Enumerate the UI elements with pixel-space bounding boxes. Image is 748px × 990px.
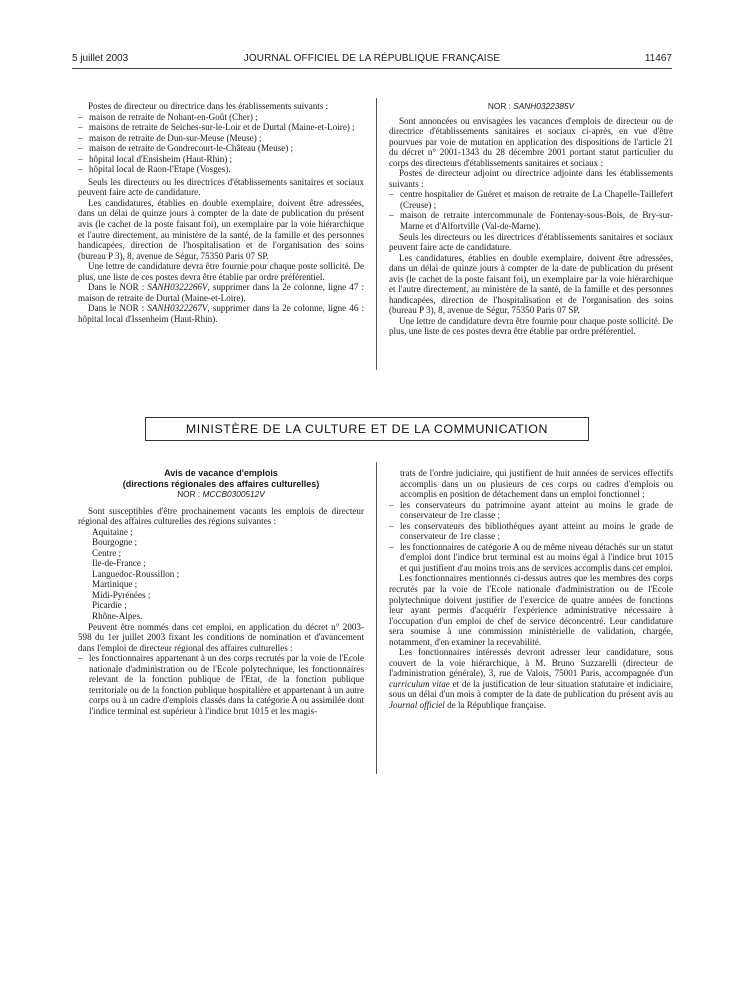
region-item: Picardie ;: [92, 600, 127, 611]
region-list: [78, 527, 364, 622]
correction-paragraph: [78, 303, 364, 324]
paragraph: Sont annoncées ou envisagées les vacances d'emplois de directeur ou de directrice d'établissements sanitaires et sociaux ci-après, en vue d'être pourvues par voie de mutation en application des dispositions de l'article 21 du décret n° 2001-1343 du 28 décembre 2001 portant statut particulier du corps des directeurs d'établissements sanitaires et sociaux :: [389, 115, 673, 168]
intro-paragraph: Postes de directeur ou directrice dans les établissements suivants :: [88, 101, 329, 111]
list-item: – les conservateurs du patrimoine ayant atteint au moins le grade de conservateur de 1re classe ;: [389, 500, 673, 521]
region-item: Bourgogne ;: [92, 537, 138, 548]
italic-term: Journal officiel: [389, 700, 445, 711]
text-run: Les fonctionnaires intéressés devront adresser leur candidature, sous couvert de la voie hiérarchique, à M. Bruno Suzzarelli (directeur de l'administration générale), 3, rue de Valois, 75001 Paris, accompagnée d'un: [389, 647, 673, 679]
paragraph: Une lettre de candidature devra être fournie pour chaque poste sollicité. De plus, une liste de ces postes devra être établie par ordre préférentiel.: [389, 315, 673, 337]
list-item: – hôpital local d'Ensisheim (Haut-Rhin) ;: [78, 154, 364, 165]
notice-subtitle: (directions régionales des affaires culturelles): [122, 478, 320, 489]
nor-label: NOR :: [487, 101, 514, 111]
nor-code: SANH0322267V: [147, 303, 208, 314]
correction-text: , supprimer dans la 2e colonne, ligne 47 : maison de retraite de Durtal (Maine-et-Loire).: [78, 282, 365, 303]
list-item: – maison de retraite de Dun-sur-Meuse (Meuse) ;: [78, 133, 364, 144]
paragraph: Peuvent être nommés dans cet emploi, en application du décret n° 2003-598 du 1er juillet 2003 fixant les conditions de nomination et d'avancement dans l'emploi de directeur régional des affaires culturelles :: [78, 621, 364, 653]
list-item: – centre hospitalier de Guéret et maison de retraite de La Chapelle-Taillefert (Creuse) ;: [389, 189, 673, 210]
text-run: et de la justification de leur situation statutaire et indiciaire, sous un délai d'un mois à compter de la date de publication du présent avis au: [389, 678, 674, 700]
paragraph: Sont susceptibles d'être prochainement vacants les emplois de directeur régional des affaires culturelles des régions suivantes :: [78, 505, 364, 527]
list-item: – maisons de retraite de Seiches-sur-le-Loir et de Durtal (Maine-et-Loire) ;: [78, 122, 364, 133]
column-top-right: [389, 101, 673, 337]
list-item: – les conservateurs des bibliothèques ayant atteint au moins le grade de conservateur de 1re classe ;: [389, 521, 673, 542]
establishment-list: [78, 112, 364, 175]
nor-reference: [78, 489, 364, 500]
notice-title-line: Avis de vacance d'emplois: [164, 468, 278, 478]
column-top-left: [78, 101, 364, 324]
header-rule: [72, 68, 672, 69]
application-paragraph: [389, 647, 673, 710]
nor-code: SANH0322266V: [147, 282, 208, 293]
nor-reference: [389, 101, 673, 112]
italic-term: curriculum vitae: [389, 678, 450, 689]
nor-prefix: Dans le NOR :: [88, 282, 148, 293]
paragraph: Seuls les directeurs ou les directrices d'établissements sanitaires et sociaux peuvent faire acte de candidature.: [389, 231, 673, 253]
region-item: Martinique ;: [92, 579, 138, 590]
correction-paragraph: [78, 282, 364, 303]
page-number: 11467: [644, 53, 672, 64]
notice-title: [78, 468, 364, 489]
region-item: Aquitaine ;: [92, 526, 133, 537]
list-item: – maison de retraite de Gondrecourt-le-Château (Meuse) ;: [78, 143, 364, 154]
correction-text: , supprimer dans la 2e colonne, ligne 46 : hôpital local d'Issenheim (Haut-Rhin).: [78, 303, 365, 324]
region-item: Rhône-Alpes.: [92, 611, 143, 622]
list-item: – maison de retraite intercommunale de Fontenay-sous-Bois, de Bry-sur-Marne et d'Alfortville (Val-de-Marne).: [389, 210, 673, 231]
nor-code: SANH0322385V: [513, 101, 575, 111]
column-bottom-right: [389, 468, 673, 711]
region-item: Midi-Pyrénées ;: [92, 589, 151, 600]
paragraph: Postes de directeur adjoint ou directrice adjointe dans les établissements suivants :: [389, 168, 673, 189]
establishment-list: [389, 189, 673, 231]
issue-date: 5 juillet 2003: [72, 53, 129, 64]
eligibility-list: [78, 653, 364, 716]
list-item: – les fonctionnaires de catégorie A ou de même niveau détachés sur un statut d'emploi dont l'indice brut terminal est au moins égal à l'indice brut 1015 et qui justifient d'au moins trois ans de services accomplis dans cet emploi.: [389, 542, 673, 574]
nor-label: NOR :: [177, 489, 203, 499]
column-divider: [376, 462, 377, 774]
paragraph: Seuls les directeurs ou les directrices d'établissements sanitaires et sociaux peuvent faire acte de candidature.: [78, 176, 364, 198]
column-bottom-left: [78, 468, 364, 716]
text-run: de la République française.: [444, 700, 547, 711]
paragraph: Une lettre de candidature devra être fournie pour chaque poste sollicité. De plus, une liste de ces postes devra être établie par ordre préférentiel.: [78, 261, 364, 282]
running-header: [72, 53, 672, 67]
nor-prefix: Dans le NOR :: [88, 303, 148, 314]
region-item: Languedoc-Roussillon ;: [92, 568, 180, 579]
paragraph: Les candidatures, établies en double exemplaire, doivent être adressées, dans un délai de quinze jours à compter de la date de publication du présent avis (le cachet de la poste faisant foi), un exemplaire par la voie hiérarchique et l'autre directement, au ministère de la santé, de la famille et des personnes handicapées, direction de l'hospitalisation et de l'organisation des soins (bureau P 3), 8, avenue de Ségur, 75350 Paris 07 SP.: [389, 252, 673, 316]
journal-title: JOURNAL OFFICIEL DE LA RÉPUBLIQUE FRANÇAISE: [243, 53, 501, 64]
eligibility-list: [389, 500, 673, 574]
region-item: Centre ;: [92, 547, 122, 558]
paragraph: Les fonctionnaires mentionnés ci-dessus autres que les membres des corps recrutés par la voie de l'Ecole nationale d'administration ou de l'Ecole polytechnique doivent justifier de l'exercice de quatre années de fonctions leur ayant permis d'acquérir l'expérience administrative nécessaire à l'occupation d'un emploi de chef de service déconcentré. Leur candidature sera soumise à une commission ministérielle de validation, chargée, notamment, d'en examiner la recevabilité.: [389, 573, 673, 647]
list-item: – maison de retraite de Nohant-en-Goût (Cher) ;: [78, 112, 364, 123]
region-item: Ile-de-France ;: [92, 558, 146, 569]
list-item: – hôpital local de Raon-l'Etape (Vosges).: [78, 164, 364, 175]
list-item: – les fonctionnaires appartenant à un des corps recrutés par la voie de l'Ecole nationale d'administration ou de l'Ecole polytechnique, les fonctionnaires relevant de la fonction publique de l'Etat, de la fonction publique territoriale ou de la fonction publique hospitalière et appartenant à un autre corps ou à un cadre d'emplois classés dans la catégorie A ou assimilée dont l'indice terminal est supérieur à l'indice brut 1015 et les magis-: [78, 653, 364, 716]
nor-code: MCCB0300512V: [202, 489, 265, 499]
ministry-heading: MINISTÈRE DE LA CULTURE ET DE LA COMMUNICATION: [145, 417, 589, 441]
continued-text: trats de l'ordre judiciaire, qui justifient de huit années de services effectifs accomplis dans un ou plusieurs de ces corps ou cadres d'emplois ou accomplis en position de détachement dans un emploi fonctionnel ;: [400, 468, 673, 500]
paragraph: Les candidatures, établies en double exemplaire, doivent être adressées, dans un délai de quinze jours à compter de la date de publication du présent avis (le cachet de la poste faisant foi), un exemplaire par la voie hiérarchique et l'autre directement, au ministère de la santé, de la famille et des personnes handicapées, direction de l'hospitalisation et de l'organisation des soins (bureau P 3), 8, avenue de Ségur, 75350 Paris 07 SP.: [78, 197, 364, 261]
column-divider: [376, 98, 377, 370]
